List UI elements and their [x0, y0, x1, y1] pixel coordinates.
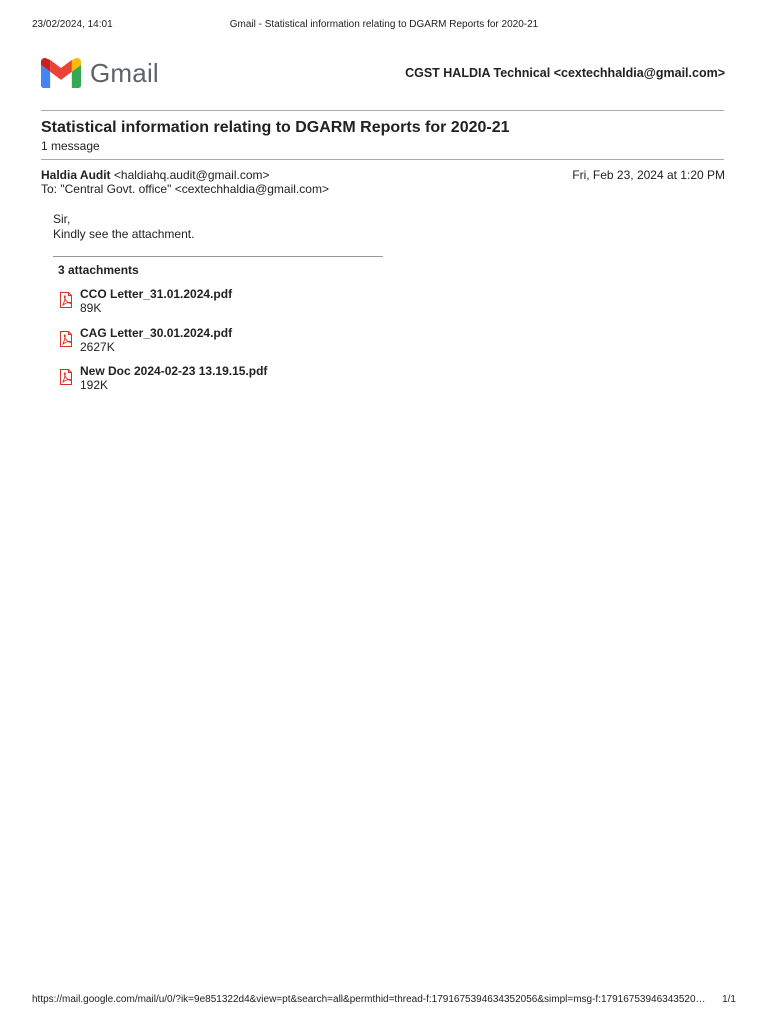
subject-divider	[41, 159, 724, 160]
attachment-filename[interactable]: New Doc 2024-02-23 13.19.15.pdf	[80, 364, 268, 378]
attachment-size: 192K	[80, 378, 109, 392]
print-header	[32, 19, 736, 31]
print-url: https://mail.google.com/mail/u/0/?ik=9e851322d4&view=pt&search=all&permthid=thread-f:1791675394634352056&simpl=msg-f:17916753946343520…	[32, 994, 706, 1005]
message-body	[53, 212, 194, 242]
attachment-size: 89K	[80, 301, 102, 315]
sender-line	[41, 168, 270, 182]
attachment-size: 2627K	[80, 340, 115, 354]
sender-name: Haldia Audit	[41, 168, 111, 182]
print-footer	[32, 994, 736, 1006]
gmail-logo-icon	[41, 58, 81, 88]
attachment-filename[interactable]: CAG Letter_30.01.2024.pdf	[80, 326, 233, 340]
sender-email: <haldiahq.audit@gmail.com>	[113, 168, 270, 182]
attachments-title: 3 attachments	[58, 263, 139, 277]
print-page-title: Gmail - Statistical information relating to DGARM Reports for 2020-21	[229, 19, 539, 30]
gmail-brand	[41, 56, 159, 90]
print-datetime: 23/02/2024, 14:01	[32, 19, 113, 30]
account-identity: CGST HALDIA Technical <cextechhaldia@gmail.com>	[405, 66, 725, 80]
thread-subject: Statistical information relating to DGARM Reports for 2020-21	[41, 119, 510, 136]
attachments-divider	[53, 256, 383, 257]
pdf-icon	[58, 292, 74, 308]
page-number: 1/1	[722, 994, 736, 1005]
message-count: 1 message	[41, 139, 100, 153]
body-line: Kindly see the attachment.	[53, 227, 195, 241]
gmail-wordmark: Gmail	[90, 58, 159, 88]
recipient-line: To: "Central Govt. office" <cextechhaldia@gmail.com>	[41, 182, 329, 196]
body-line: Sir,	[53, 212, 71, 226]
header-divider	[41, 110, 724, 111]
pdf-icon	[58, 369, 74, 385]
attachment-filename[interactable]: CCO Letter_31.01.2024.pdf	[80, 287, 233, 301]
pdf-icon	[58, 331, 74, 347]
message-date: Fri, Feb 23, 2024 at 1:20 PM	[572, 168, 725, 182]
